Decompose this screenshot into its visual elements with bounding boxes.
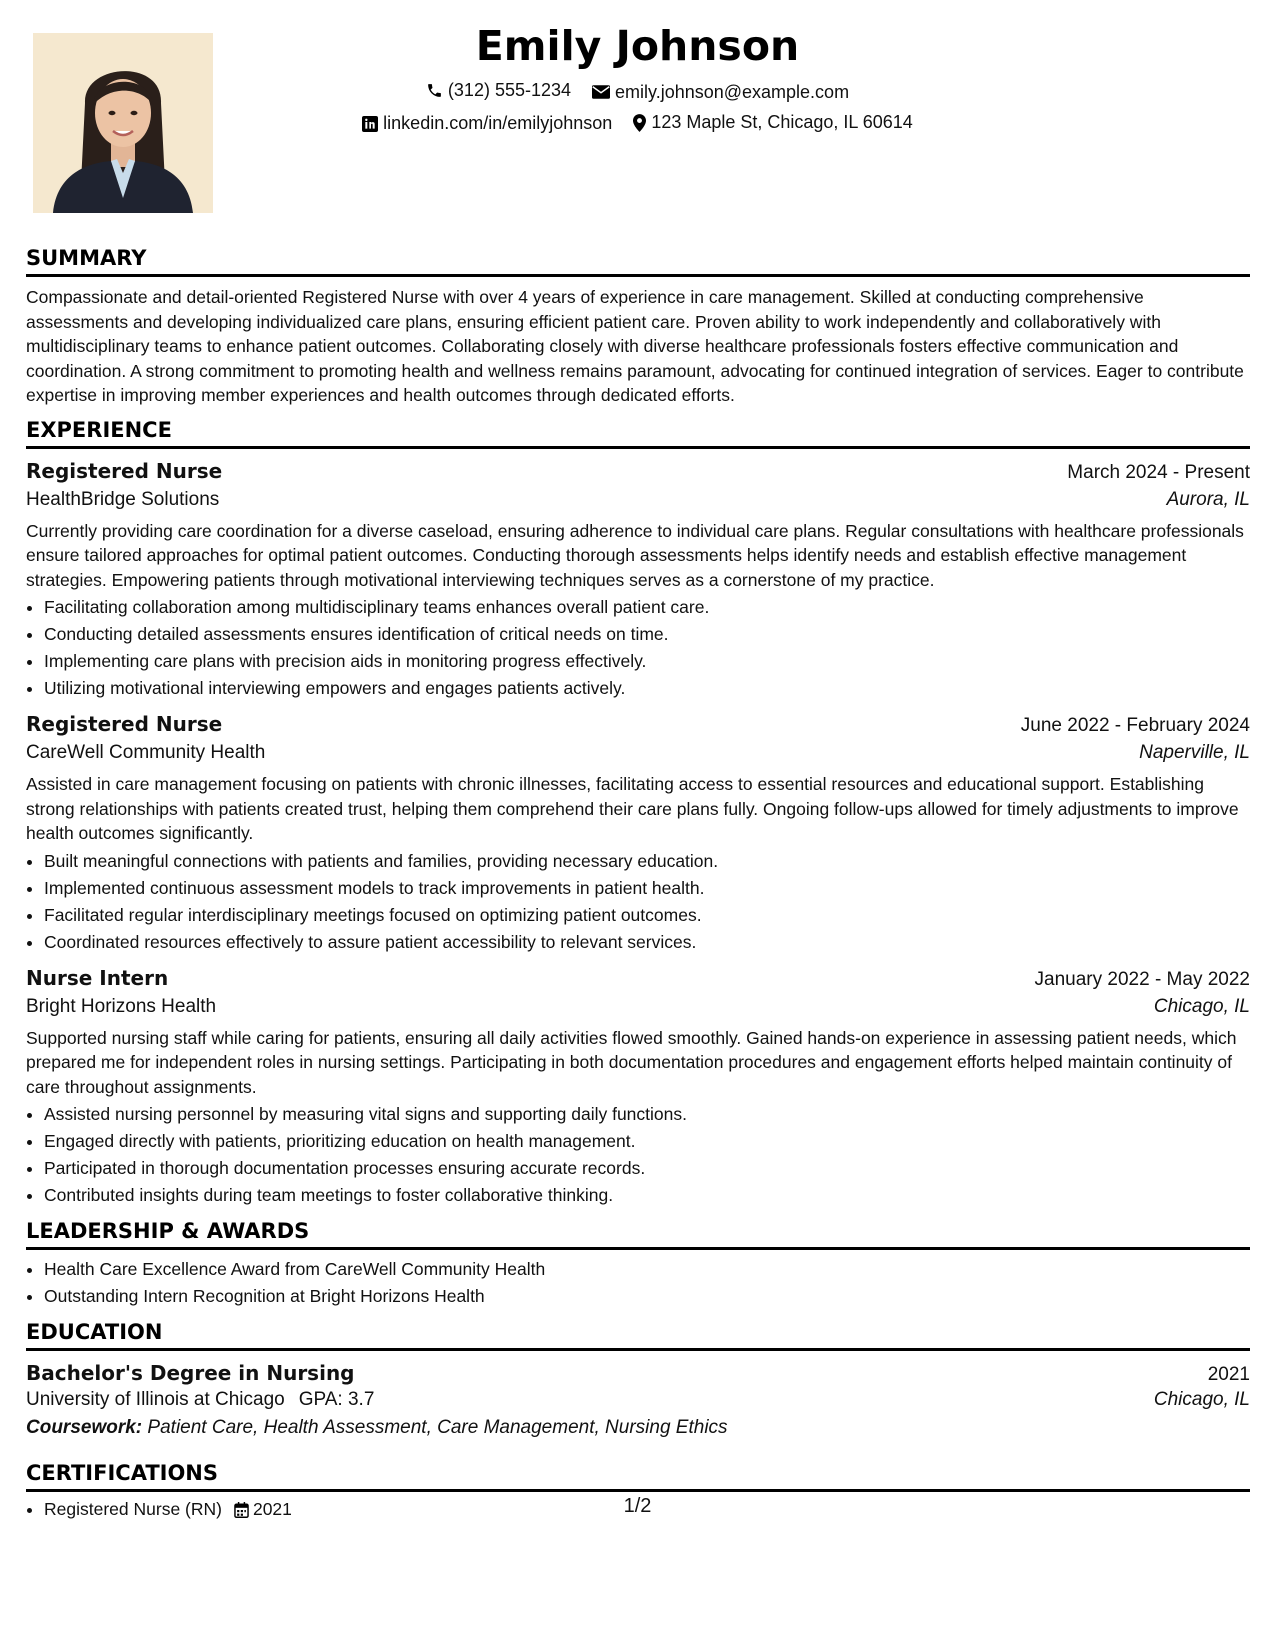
school-name: University of Illinois at Chicago xyxy=(26,1389,285,1410)
job-bullet: • Assisted nursing personnel by measuring vital signs and supporting daily functions. xyxy=(44,1101,1250,1128)
envelope-icon xyxy=(592,85,610,99)
coursework-line xyxy=(26,1417,1250,1439)
job-bullet: • Facilitating collaboration among multidisciplinary teams enhances overall patient care. xyxy=(44,594,1250,621)
job-bullet: • Implementing care plans with precision aids in monitoring progress effectively. xyxy=(44,648,1250,675)
job-title: Nurse Intern xyxy=(26,965,169,990)
job-location: Aurora, IL xyxy=(1166,488,1250,510)
linkedin-contact[interactable] xyxy=(362,113,612,134)
resume-content xyxy=(26,246,1250,1523)
job-bullets xyxy=(26,1101,1250,1209)
phone-text: (312) 555-1234 xyxy=(447,80,572,100)
candidate-name: Emily Johnson xyxy=(475,22,800,70)
contact-row-secondary xyxy=(0,112,1275,137)
awards-list xyxy=(26,1256,1250,1310)
job-entry xyxy=(26,712,1250,956)
experience-heading: EXPERIENCE xyxy=(26,418,1250,449)
map-pin-icon xyxy=(633,114,646,132)
job-bullets xyxy=(26,594,1250,702)
page-number: 1/2 xyxy=(623,1495,652,1517)
job-location: Chicago, IL xyxy=(1153,995,1250,1017)
summary-text: Compassionate and detail-oriented Registered Nurse with over 4 years of experience in care management. Skilled at conducting comprehensive assessments and developing individualized care plans, ensuring efficient patient care. Proven ability to work independently and collaboratively with multidisciplinary teams to enhance patient outcomes. Collaborating closely with diverse healthcare professionals fosters effective communication and coordination. A strong commitment to promoting health and wellness remains paramount, advocating for continued integration of services. Eager to contribute expertise in improving member experiences and health outcomes through dedicated efforts. xyxy=(26,287,1244,405)
job-entry xyxy=(26,459,1250,703)
coursework-text: Patient Care, Health Assessment, Care Management, Nursing Ethics xyxy=(147,1417,728,1438)
job-bullet: • Implemented continuous assessment models to track improvements in patient health. xyxy=(44,875,1250,902)
school-location: Chicago, IL xyxy=(1153,1389,1250,1410)
certifications-heading: CERTIFICATIONS xyxy=(26,1461,1250,1492)
job-dates: January 2022 - May 2022 xyxy=(1034,968,1250,990)
job-description: Supported nursing staff while caring for patients, ensuring all daily activities flowed smoothly. Gained hands-on experience in assessing patient needs, which prepared me for independent roles in nursing settings. Participating in both documentation procedures and engagement efforts helped maintain continuity of care throughout assignments. xyxy=(26,1027,1237,1097)
job-title: Registered Nurse xyxy=(26,458,223,483)
email-text: emily.johnson@example.com xyxy=(615,81,850,102)
job-location: Naperville, IL xyxy=(1139,742,1250,763)
job-dates: June 2022 - February 2024 xyxy=(1020,715,1250,736)
job-entry xyxy=(26,966,1250,1210)
gpa-text: GPA: 3.7 xyxy=(298,1389,375,1410)
job-bullet: • Contributed insights during team meetings to foster collaborative thinking. xyxy=(44,1182,1250,1209)
phone-contact[interactable] xyxy=(426,80,571,101)
graduation-year: 2021 xyxy=(1207,1364,1250,1385)
awards-heading: LEADERSHIP & AWARDS xyxy=(26,1219,1250,1250)
phone-icon xyxy=(426,82,443,99)
coursework-label: Coursework: xyxy=(26,1417,143,1438)
contact-row-primary xyxy=(0,80,1275,104)
linkedin-text: linkedin.com/in/emilyjohnson xyxy=(383,113,613,133)
job-bullet: • Conducting detailed assessments ensures identification of critical needs on time. xyxy=(44,621,1250,648)
job-company: Bright Horizons Health xyxy=(26,995,217,1017)
job-description: Assisted in care management focusing on patients with chronic illnesses, facilitating access to essential resources and educational support. Establishing strong relationships with patients created trust, helping them comprehend their care plans fully. Ongoing follow-ups allowed for timely adjustments to improve health outcomes significantly. xyxy=(26,774,1239,843)
job-company: CareWell Community Health xyxy=(26,742,266,763)
linkedin-icon xyxy=(362,116,378,132)
address-text: 123 Maple St, Chicago, IL 60614 xyxy=(651,112,913,132)
job-company: HealthBridge Solutions xyxy=(26,488,220,510)
job-bullet: • Built meaningful connections with patients and families, providing necessary education. xyxy=(44,848,1250,875)
school-line xyxy=(26,1389,374,1411)
address-contact xyxy=(633,112,913,133)
certification-name: • Registered Nurse (RN) xyxy=(44,1499,222,1519)
certification-year: 2021 xyxy=(252,1499,292,1519)
job-description: Currently providing care coordination for a diverse caseload, ensuring adherence to individual care plans. Regular consultations with healthcare professionals ensure tailored approaches for optimal patient outcomes. Conducting thorough assessments helps identify needs and establish effective management strategies. Empowering patients through motivational interviewing techniques serves as a cornerstone of my practice. xyxy=(26,520,1244,590)
email-contact[interactable] xyxy=(592,82,849,103)
job-bullet: • Coordinated resources effectively to assure patient accessibility to relevant services. xyxy=(44,929,1250,956)
job-title: Registered Nurse xyxy=(26,712,223,736)
summary-heading: SUMMARY xyxy=(26,246,1250,277)
job-bullet: • Engaged directly with patients, prioritizing education on health management. xyxy=(44,1128,1250,1155)
job-bullets xyxy=(26,848,1250,956)
job-bullet: • Utilizing motivational interviewing empowers and engages patients actively. xyxy=(44,675,1250,702)
job-bullet: • Facilitated regular interdisciplinary meetings focused on optimizing patient outcomes. xyxy=(44,902,1250,929)
job-bullet: • Participated in thorough documentation processes ensuring accurate records. xyxy=(44,1155,1250,1182)
degree-title: Bachelor's Degree in Nursing xyxy=(26,1361,355,1385)
job-dates: March 2024 - Present xyxy=(1067,461,1250,483)
education-heading: EDUCATION xyxy=(26,1320,1250,1351)
award-item: • Health Care Excellence Award from CareWell Community Health xyxy=(44,1256,1250,1283)
award-item: • Outstanding Intern Recognition at Bright Horizons Health xyxy=(44,1283,1250,1310)
